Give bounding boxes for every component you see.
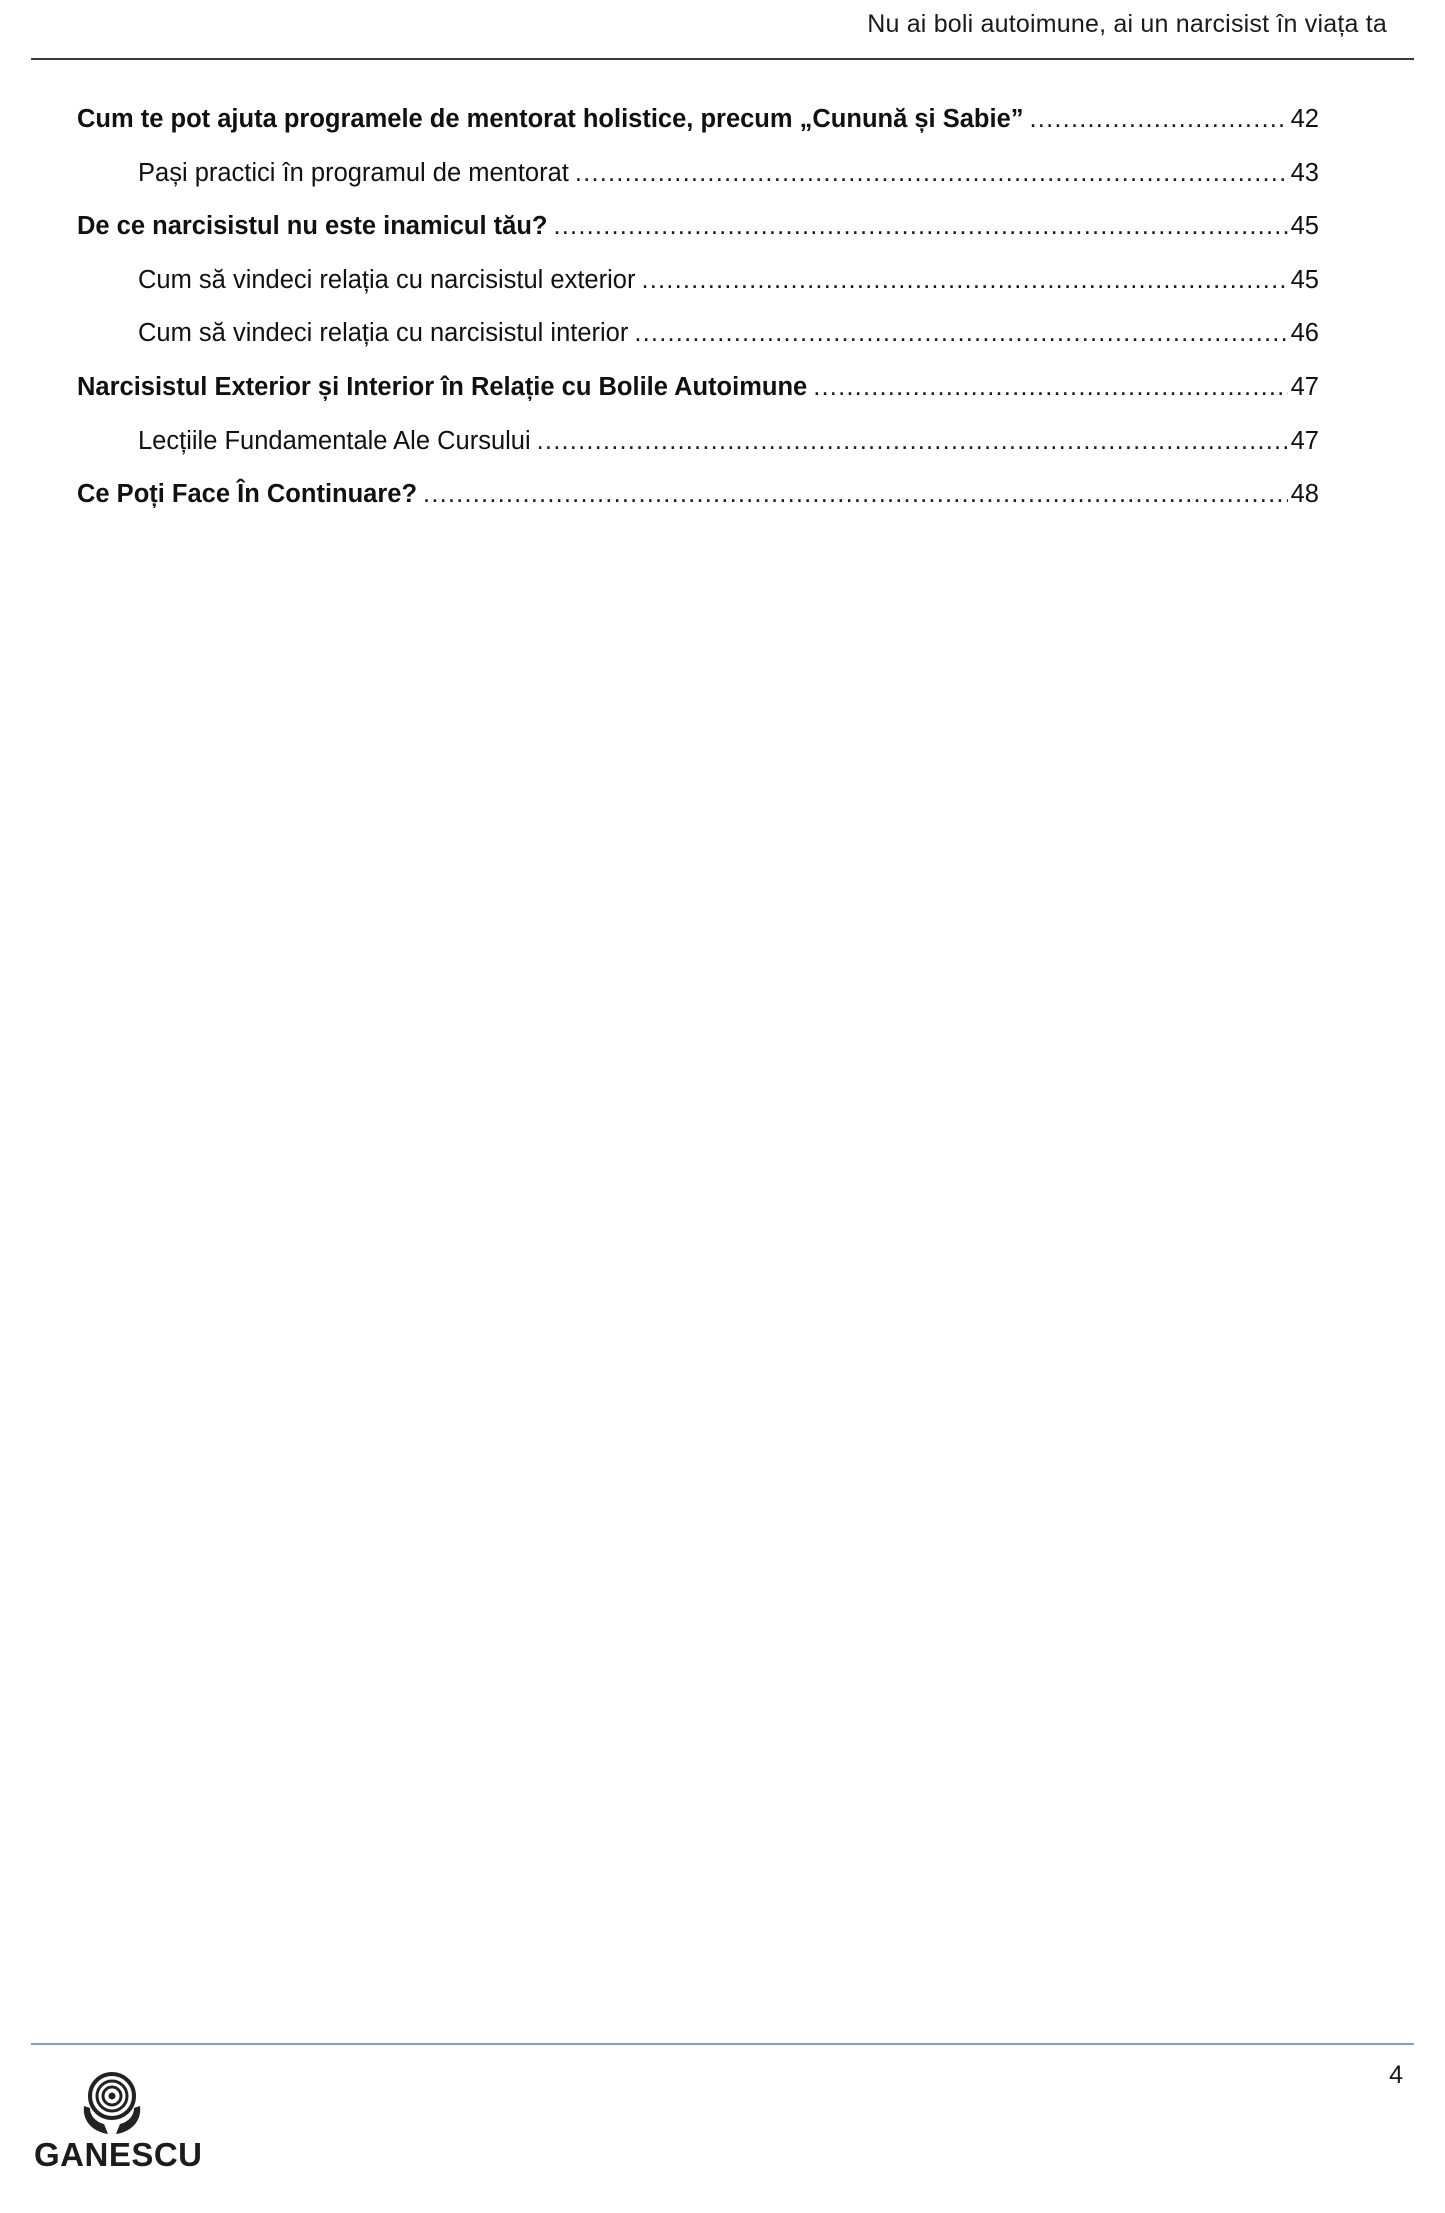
header-divider — [31, 58, 1414, 60]
toc-entry-page: 43 — [1290, 158, 1319, 187]
toc-dot-leader — [575, 159, 1288, 188]
toc-entry-page: 47 — [1290, 372, 1319, 401]
toc-entry-title: Cum să vindeci relația cu narcisistul exterior — [138, 265, 636, 294]
toc-entry[interactable] — [77, 105, 1319, 159]
page-number: 4 — [1389, 2061, 1403, 2089]
toc-dot-leader — [641, 266, 1287, 295]
toc-entry[interactable] — [77, 319, 1319, 373]
toc-entry-title: Cum să vindeci relația cu narcisistul interior — [138, 319, 629, 348]
toc-entry-page: 46 — [1290, 319, 1319, 348]
footer-divider — [31, 2043, 1414, 2045]
toc-entry-title: Ce Poți Face În Continuare? — [77, 480, 418, 509]
toc-entry-page: 42 — [1290, 105, 1319, 133]
running-header: Nu ai boli autoimune, ai un narcisist în viața ta — [867, 10, 1387, 38]
toc-entry[interactable] — [77, 480, 1319, 534]
toc-entry[interactable] — [77, 212, 1319, 266]
toc-dot-leader — [537, 427, 1288, 456]
spiral-hands-logo-icon — [76, 2066, 148, 2138]
toc-dot-leader — [423, 480, 1288, 509]
brand-logo-text: GANESCU — [34, 2136, 203, 2173]
toc-dot-leader — [813, 373, 1287, 402]
toc-entry-title: Pași practici în programul de mentorat — [138, 158, 569, 187]
toc-entry[interactable] — [77, 427, 1319, 481]
toc-entry-title: Lecțiile Fundamentale Ale Cursului — [138, 426, 531, 455]
toc-entry-page: 45 — [1290, 212, 1319, 241]
toc-entry-page: 48 — [1290, 480, 1319, 509]
toc-dot-leader — [553, 212, 1287, 241]
toc-dot-leader — [1030, 105, 1288, 134]
toc-entry[interactable] — [77, 266, 1319, 320]
toc-entry-title: Narcisistul Exterior și Interior în Relație cu Bolile Autoimune — [77, 372, 808, 401]
table-of-contents — [77, 105, 1319, 534]
toc-entry-page: 47 — [1290, 426, 1319, 455]
toc-entry-title: De ce narcisistul nu este inamicul tău? — [77, 212, 548, 241]
toc-entry[interactable] — [77, 159, 1319, 213]
toc-dot-leader — [634, 319, 1287, 348]
toc-entry-title: Cum te pot ajuta programele de mentorat holistice, precum „Cunună și Sabie” — [77, 105, 1024, 133]
toc-entry[interactable] — [77, 373, 1319, 427]
toc-entry-page: 45 — [1290, 265, 1319, 294]
